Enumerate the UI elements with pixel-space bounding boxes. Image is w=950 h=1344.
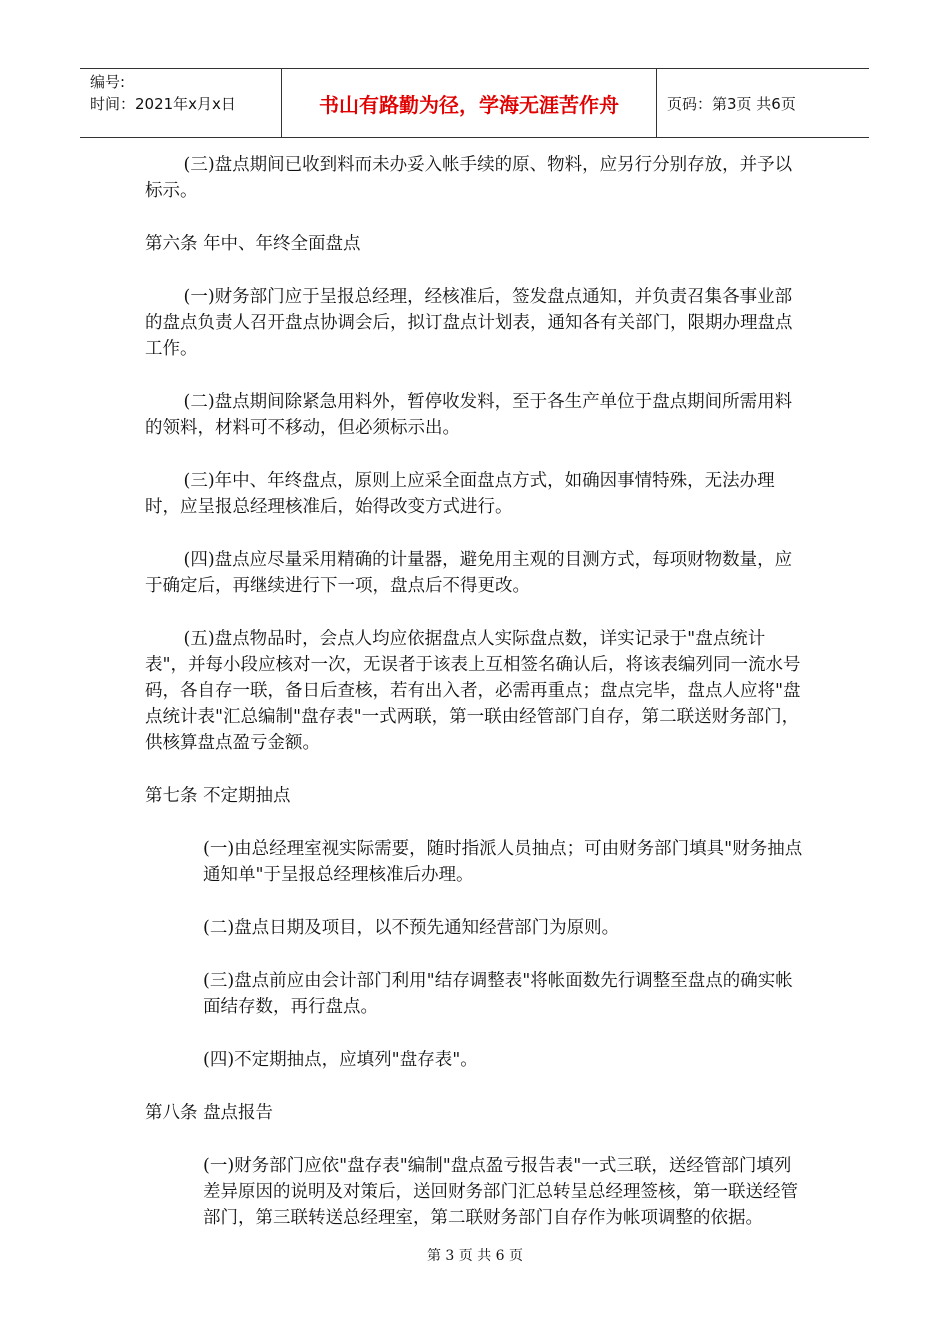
page-footer: 第 3 页 共 6 页 [426, 1248, 524, 1264]
time-label: 时间：2021年x月x日 [90, 95, 236, 113]
header-left-cell [80, 69, 282, 137]
paragraph: (四)盘点应尽量采用精确的计量器，避免用主观的目测方式，每项财物数量，应于确定后，再继续进行下一项，盘点后不得更改。 [145, 550, 793, 596]
paragraph: (一)财务部门应依"盘存表"编制"盘点盈亏报告表"一式三联，送经管部门填列差异原因的说明及对策后，送回财务部门汇总转呈总经理签核，第一联送经管部门，第三联转送总经理室，第二联财务部门自存作为帐项调整的依据。 [203, 1156, 798, 1228]
paragraph: (五)盘点物品时，会点人均应依据盘点人实际盘点数，详实记录于"盘点统计表"，并每小段应核对一次，无误者于该表上互相签名确认后，将该表编列同一流水号码，各自存一联，备日后查核，若有出入者，必需再重点；盘点完毕，盘点人应将"盘点统计表"汇总编制"盘存表"一式两联，第一联由经管部门自存，第二联送财务部门，供核算盘点盈亏金额。 [145, 629, 801, 753]
article-heading: 第七条 不定期抽点 [145, 786, 291, 806]
number-label: 编号: [90, 73, 126, 91]
motto: 书山有路勤为径，学海无涯苦作舟 [282, 69, 657, 137]
document-body [145, 152, 805, 1231]
paragraph: (三)年中、年终盘点，原则上应采全面盘点方式，如确因事情特殊，无法办理时，应呈报总经理核准后，始得改变方式进行。 [145, 471, 775, 517]
paragraph: (一)由总经理室视实际需要，随时指派人员抽点；可由财务部门填具"财务抽点通知单"于呈报总经理核准后办理。 [203, 839, 803, 885]
article-heading: 第八条 盘点报告 [145, 1103, 274, 1123]
page-header [80, 68, 869, 138]
paragraph: (二)盘点期间除紧急用料外，暂停收发料，至于各生产单位于盘点期间所需用料的领料，材料可不移动，但必须标示出。 [145, 392, 793, 438]
page-info: 页码：第3页 共6页 [667, 94, 796, 113]
paragraph: (一)财务部门应于呈报总经理，经核准后，签发盘点通知，并负责召集各事业部的盘点负责人召开盘点协调会后，拟订盘点计划表，通知各有关部门，限期办理盘点工作。 [145, 287, 793, 359]
paragraph: (三)盘点前应由会计部门利用"结存调整表"将帐面数先行调整至盘点的确实帐面结存数，再行盘点。 [203, 971, 793, 1017]
paragraph: (二)盘点日期及项目，以不预先通知经营部门为原则。 [203, 918, 620, 938]
article-heading: 第六条 年中、年终全面盘点 [145, 234, 361, 254]
paragraph: (四)不定期抽点，应填列"盘存表"。 [203, 1050, 478, 1070]
paragraph: (三)盘点期间已收到料而未办妥入帐手续的原、物料，应另行分别存放，并予以标示。 [145, 155, 793, 201]
